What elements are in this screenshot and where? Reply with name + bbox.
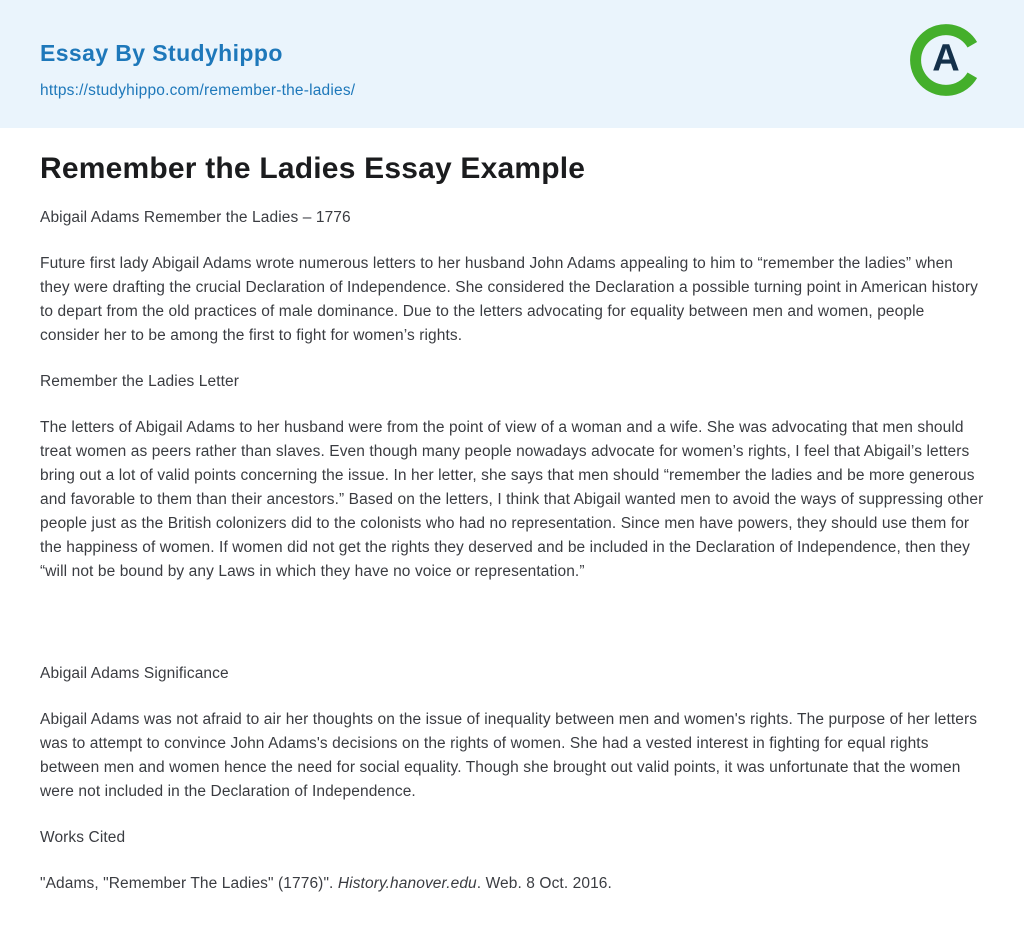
site-header (0, 0, 1024, 128)
page-url-link[interactable]: https://studyhippo.com/remember-the-ladies/ (40, 82, 356, 99)
citation-suffix: . Web. 8 Oct. 2016. (476, 875, 612, 892)
section-heading-significance: Abigail Adams Significance (40, 665, 229, 682)
article-content (0, 128, 1024, 896)
article-title: Remember the Ladies Essay Example (40, 152, 586, 185)
paragraph-letter: The letters of Abigail Adams to her husband were from the point of view of a woman and a wife. She was advocating that men should treat women as peers rather than slaves. Even though many people nowadays advocate for women’s rights, I feel that Abigail’s letters bring out a lot of valid points concerning the issue. In her letter, she says that men should “remember the ladies and be more generous and favorable to them than their ancestors.” Based on the letters, I think that Abigail wanted men to avoid the ways of suppressing other people just as the British colonizers did to the colonists who had no representation. Since men have powers, they should use them for the happiness of women. If women did not get the rights they deserved and be included in the Declaration of Independence, then they “will not be bound by any Laws in which they have no voice or representation.” (40, 419, 984, 580)
paragraph-intro: Future first lady Abigail Adams wrote numerous letters to her husband John Adams appealing to him to “remember the ladies” when they were drafting the crucial Declaration of Independence. She considered the Declaration a possible turning point in American history to depart from the old practices of male dominance. Due to the letters advocating for equality between men and women, people consider her to be among the first to fight for women’s rights. (40, 255, 979, 344)
article-byline: Abigail Adams Remember the Ladies – 1776 (40, 209, 351, 226)
header-text-block (40, 37, 984, 100)
logo-letter: A (932, 37, 960, 80)
section-heading-works-cited: Works Cited (40, 829, 126, 846)
paragraph-significance: Abigail Adams was not afraid to air her thoughts on the issue of inequality between men and women's rights. The purpose of her letters was to attempt to convince John Adams's decisions on the rights of women. She had a vested interest in fighting for equal rights between men and women hence the need for social equality. Though she brought out valid points, it was unfortunate that the women were not included in the Declaration of Independence. (40, 711, 978, 800)
site-title: Essay By Studyhippo (40, 40, 283, 66)
citation-prefix: "Adams, "Remember The Ladies" (1776)". (40, 875, 338, 892)
content-spacer (40, 606, 984, 662)
citation-line (40, 872, 984, 896)
citation-source: History.hanover.edu (337, 875, 477, 892)
section-heading-letter: Remember the Ladies Letter (40, 373, 240, 390)
studyhippo-logo (906, 20, 986, 100)
